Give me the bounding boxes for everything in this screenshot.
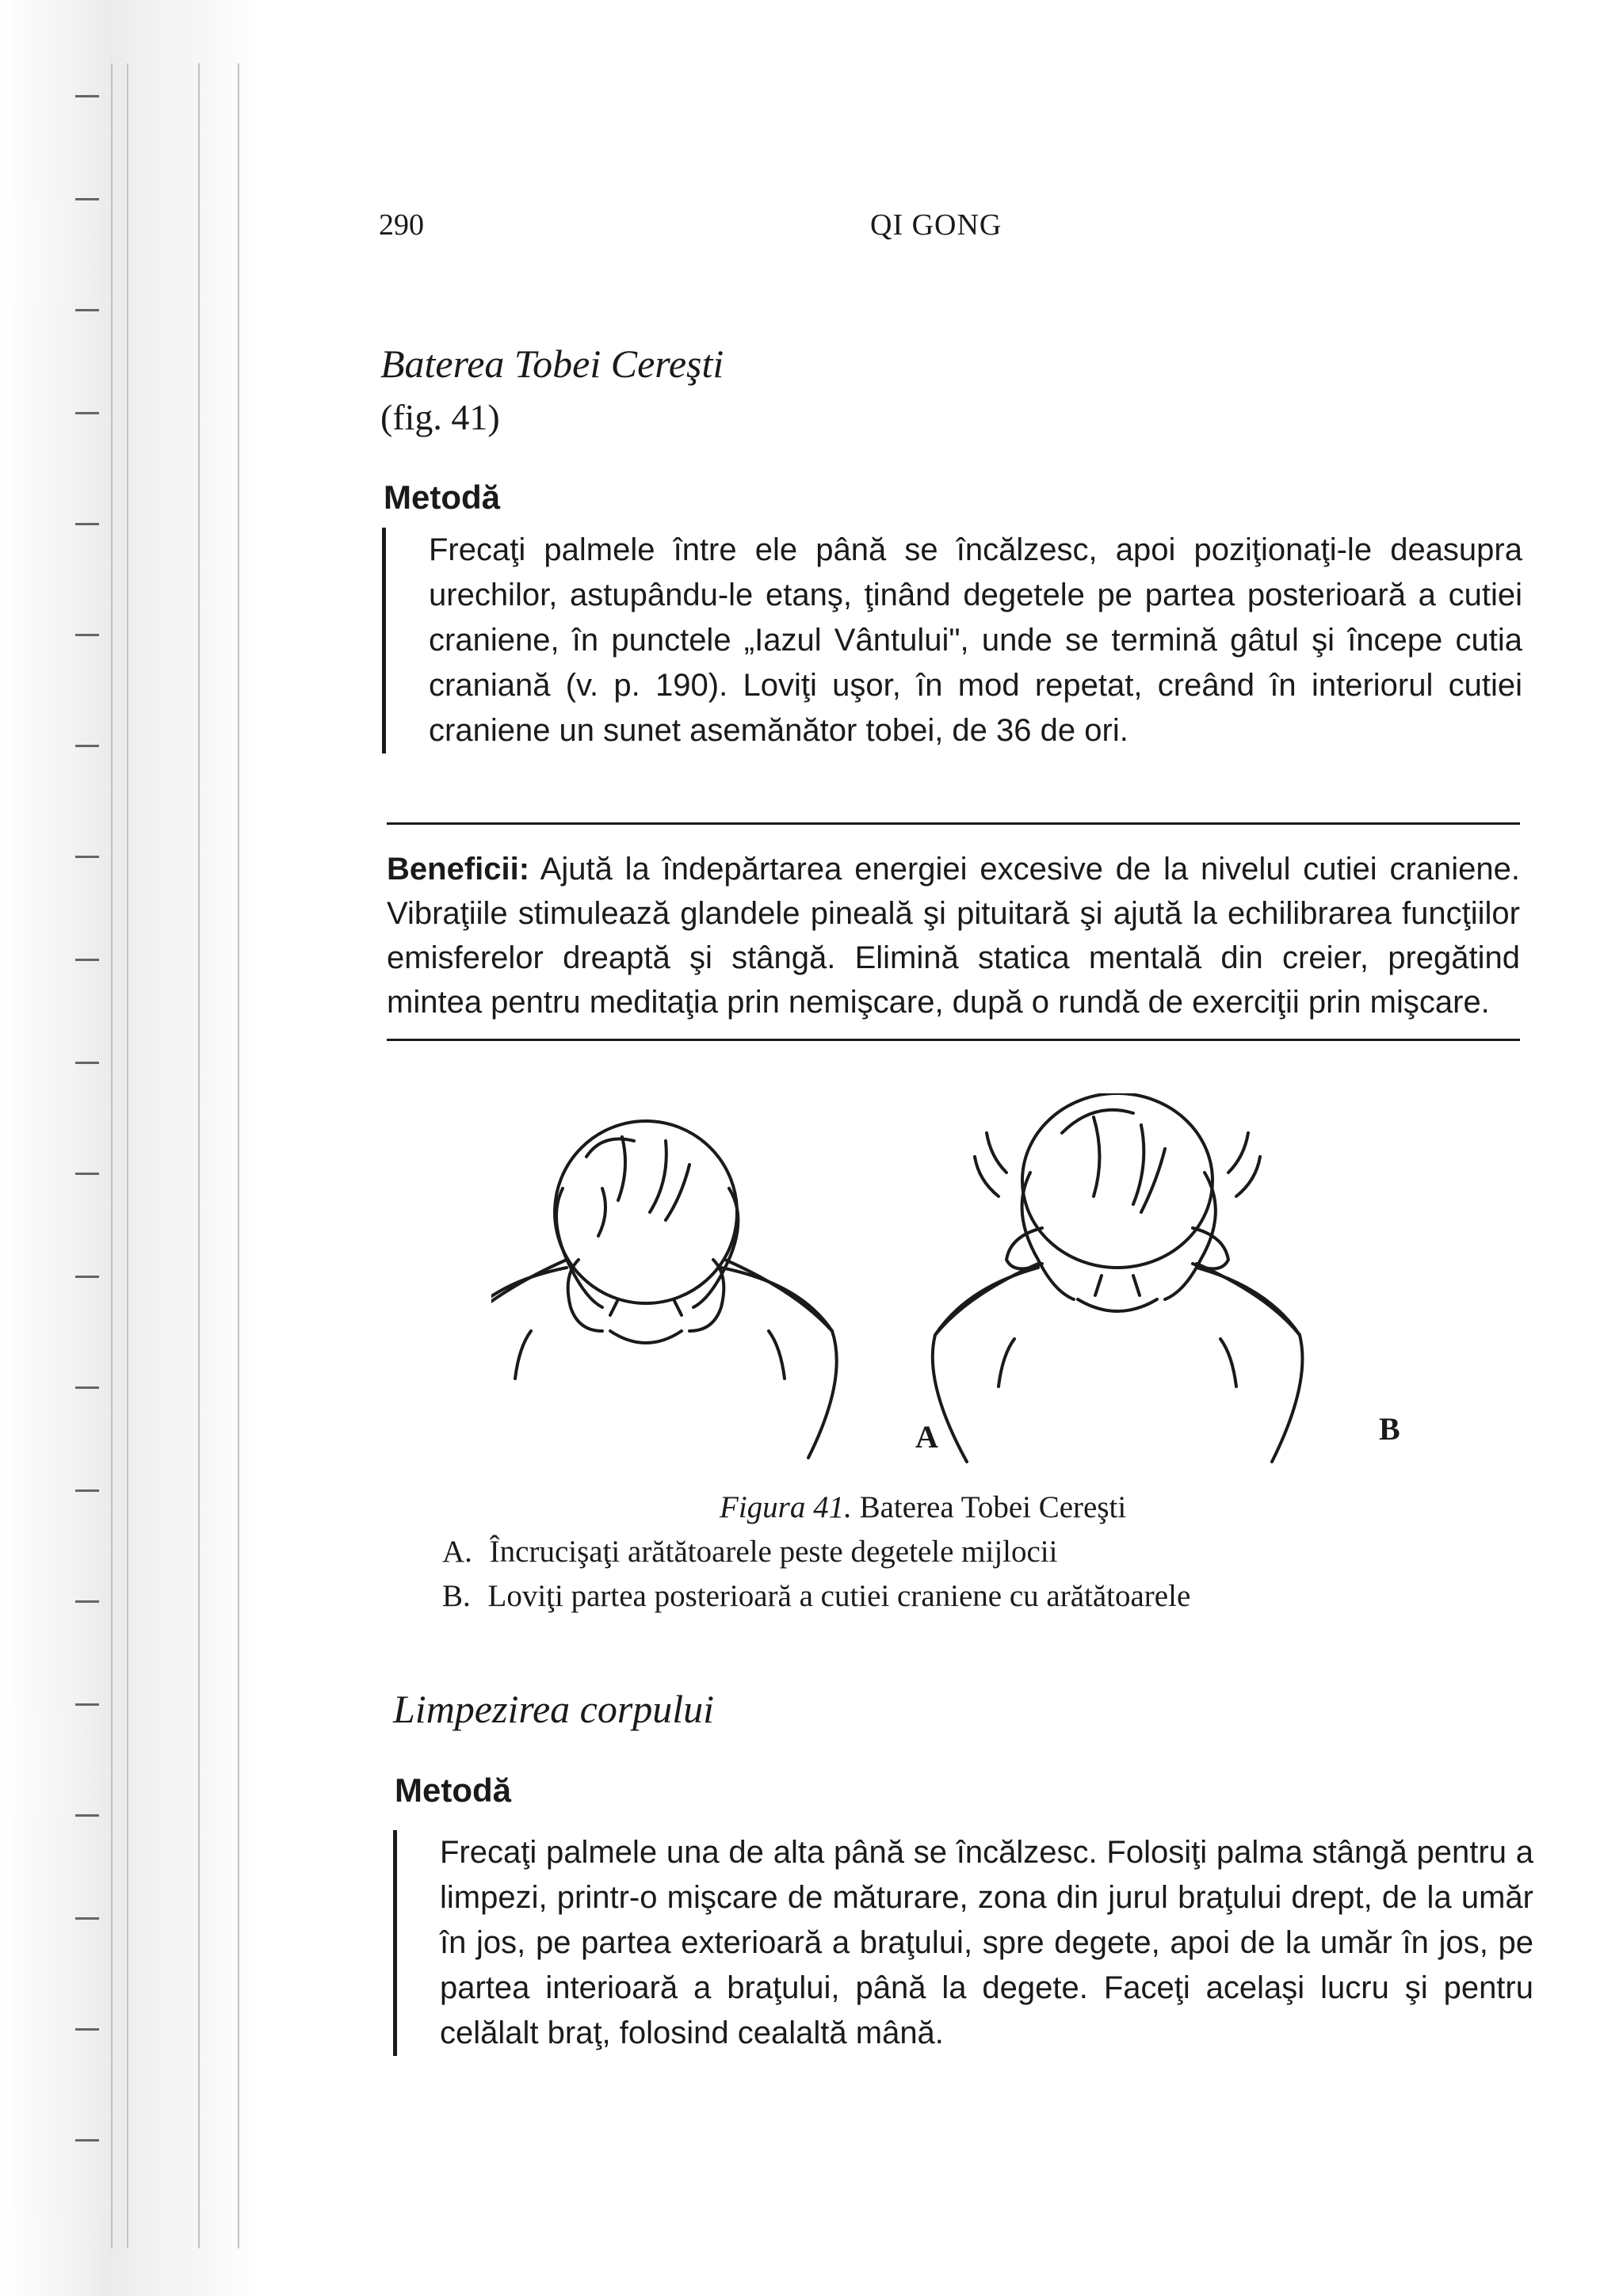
benefits-box <box>387 822 1520 1041</box>
figure-41-illustration <box>491 1093 1442 1474</box>
figure-label-a: A <box>915 1419 938 1455</box>
caption-title <box>720 1489 1126 1525</box>
benefits-label: Beneficii: <box>387 852 530 887</box>
page-header <box>379 208 1528 247</box>
figure-label-b: B <box>1379 1411 1400 1447</box>
scan-binding-edge <box>0 0 262 2296</box>
caption-marker-b: B. <box>442 1579 471 1613</box>
method-text-1: Frecaţi palmele între ele până se încălzesc, apoi poziţionaţi-le deasupra urechilor, astupându-le etanş, ţinând degetele pe partea posterioară a cutiei craniene, în punctele „Iazul Vântului", unde se termină gâtul şi începe cutia craniană (v. p. 190). Loviţi uşor, în mod repetat, creând în interiorul cutiei craniene un sunet asemănător tobei, de 36 de ori. <box>382 528 1522 753</box>
method-text-2: Frecaţi palmele una de alta până se încălzesc. Folosiţi palma stângă pentru a limpezi, printr-o mişcare de măturare, zona din jurul braţului drept, de la umăr în jos, pe partea exterioară a braţului, spre degete, apoi de la umăr în jos, pe partea interioară a braţului, până la degete. Faceţi acelaşi lucru şi pentru celălalt braţ, folosind cealaltă mână. <box>393 1830 1533 2056</box>
figure-a-person <box>491 1121 837 1458</box>
page-number: 290 <box>379 208 424 242</box>
benefits-text: Ajută la îndepărtarea energiei excesive de la nivelul cutiei craniene. Vibraţiile stimulează glandele pineală şi pituitară şi ajută la echilibrarea funcţiilor emisferelor dreaptă şi stângă. Elimină statica mentală din creier, pregătind mintea pentru meditaţia prin nemişcare, după o rundă de exerciţii prin mişcare. <box>387 852 1521 1020</box>
figure-41-drawing <box>491 1093 1442 1474</box>
section-title-baterea: Baterea Tobei Cereşti <box>380 341 724 386</box>
caption-label: Figura 41. <box>720 1490 852 1524</box>
figure-reference: (fig. 41) <box>380 397 500 437</box>
section-title-limpezirea: Limpezirea corpului <box>393 1687 715 1731</box>
figure-b-person <box>933 1093 1303 1462</box>
caption-title-text: Baterea Tobei Cereşti <box>859 1490 1127 1524</box>
caption-text-a: Încrucişaţi arătătoarele peste degetele mijlocii <box>489 1535 1058 1569</box>
caption-item-b <box>442 1578 1190 1614</box>
caption-text-b: Loviţi partea posterioară a cutiei craniene cu arătătoarele <box>487 1579 1191 1613</box>
running-title: QI GONG <box>870 208 1002 242</box>
method-heading-1: Metodă <box>384 479 500 516</box>
caption-item-a <box>442 1534 1057 1569</box>
caption-marker-a: A. <box>442 1535 472 1569</box>
method-heading-2: Metodă <box>395 1772 511 1809</box>
